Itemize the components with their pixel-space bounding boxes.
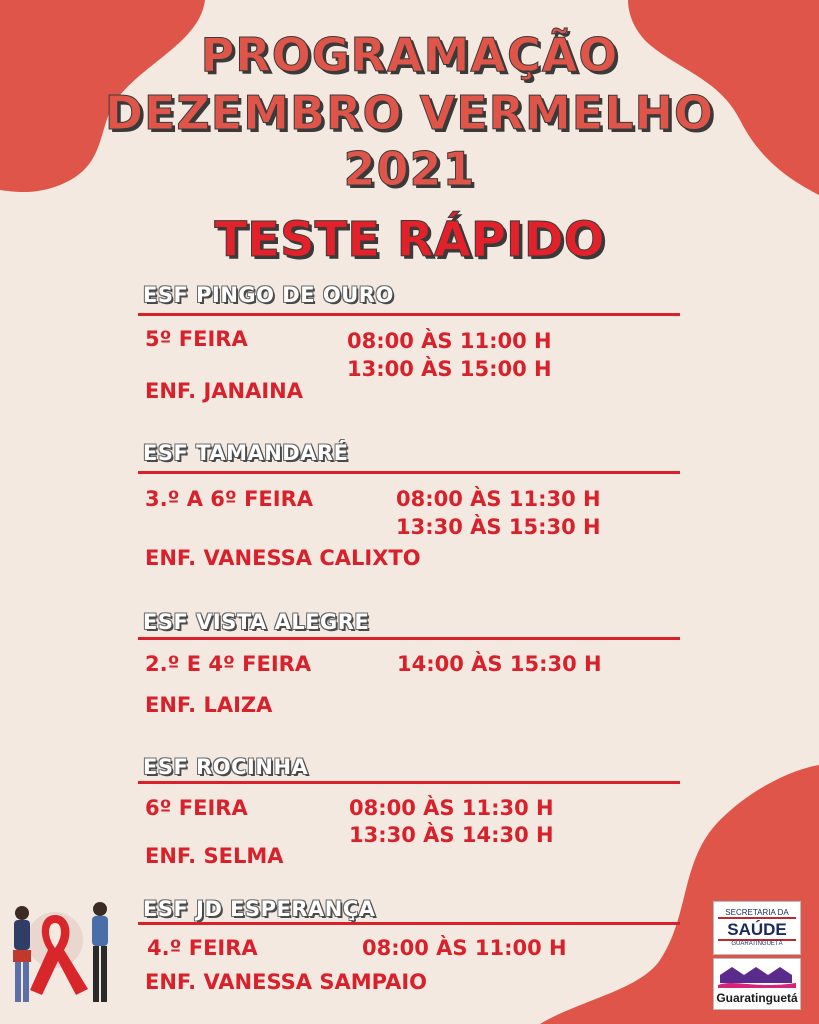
logo-bottom-text: GUARATINGUETÁ — [718, 939, 796, 947]
unit-days: 6º FEIRA — [145, 796, 248, 820]
title-line-3: 2021 — [343, 142, 476, 196]
awareness-ribbon-illustration — [0, 895, 130, 1020]
logo-top-text: SECRETARIA DA — [718, 908, 796, 919]
unit-name: ESF VISTA ALEGRE — [143, 610, 370, 634]
city-emblem-icon — [714, 961, 800, 991]
unit-days: 2.º E 4º FEIRA — [145, 652, 312, 676]
divider — [138, 637, 680, 640]
title-line-2: DEZEMBRO VERMELHO — [104, 86, 715, 140]
unit-time: 14:00 ÀS 15:30 H — [397, 652, 602, 676]
divider — [138, 781, 680, 784]
unit-nurse: ENF. VANESSA CALIXTO — [145, 546, 421, 570]
city-logo — [713, 958, 801, 1010]
unit-time: 13:30 ÀS 14:30 H — [349, 823, 554, 847]
unit-name: ESF PINGO DE OURO — [143, 283, 394, 307]
unit-time: 08:00 ÀS 11:30 H — [396, 487, 601, 511]
unit-nurse: ENF. LAIZA — [145, 693, 273, 717]
unit-days: 4.º FEIRA — [147, 936, 258, 960]
divider — [138, 471, 680, 474]
unit-name: ESF JD ESPERANÇA — [143, 897, 376, 921]
title-line-1: PROGRAMAÇÃO — [200, 28, 619, 82]
unit-name: ESF TAMANDARÉ — [143, 441, 349, 465]
divider — [138, 313, 680, 316]
unit-time: 13:30 ÀS 15:30 H — [396, 515, 601, 539]
unit-days: 5º FEIRA — [145, 327, 248, 351]
unit-time: 08:00 ÀS 11:00 H — [347, 329, 552, 353]
unit-nurse: ENF. SELMA — [145, 844, 284, 868]
subtitle: TESTE RÁPIDO — [214, 212, 605, 268]
unit-name: ESF ROCINHA — [143, 755, 309, 779]
unit-nurse: ENF. VANESSA SAMPAIO — [145, 970, 427, 994]
logo-main-text: SAÚDE — [727, 920, 787, 939]
unit-time: 08:00 ÀS 11:00 H — [362, 936, 567, 960]
unit-nurse: ENF. JANAINA — [145, 379, 304, 403]
health-secretariat-logo — [713, 901, 801, 955]
unit-time: 08:00 ÀS 11:30 H — [349, 796, 554, 820]
city-name: Guaratinguetá — [716, 991, 798, 1005]
unit-days: 3.º A 6º FEIRA — [145, 487, 313, 511]
divider — [138, 922, 680, 925]
unit-time: 13:00 ÀS 15:00 H — [347, 357, 552, 381]
